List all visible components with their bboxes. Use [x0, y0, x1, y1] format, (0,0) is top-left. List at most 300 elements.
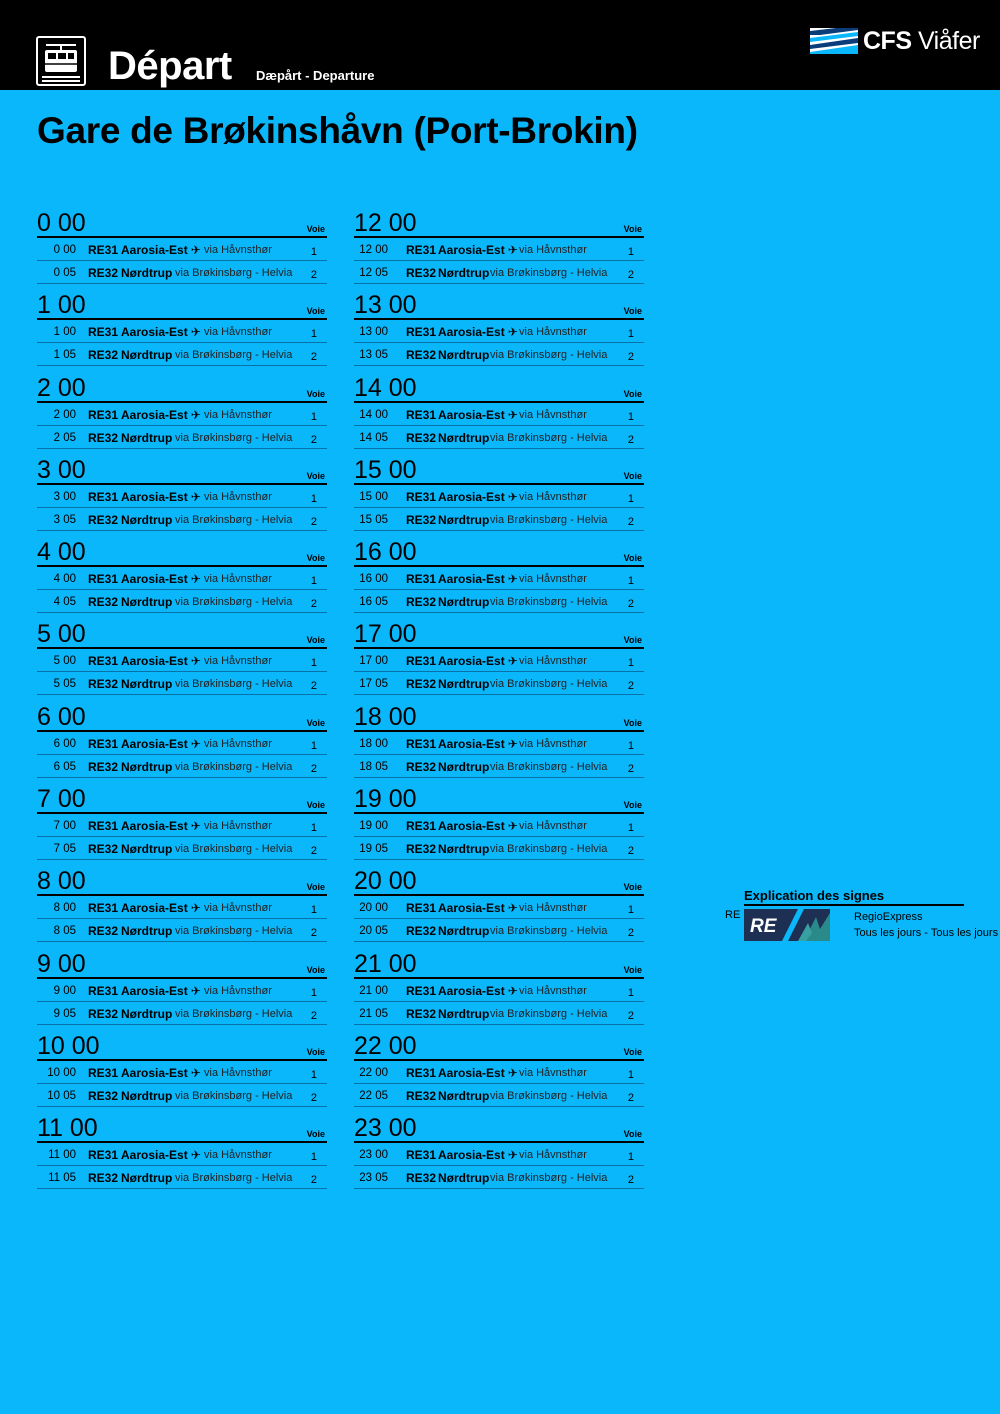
hour-block	[354, 862, 644, 944]
airplane-icon: ✈	[190, 819, 201, 834]
departure-time: 21 00	[359, 984, 388, 997]
destination-name: Aarosia-Est	[438, 572, 505, 587]
departure-time: 13 05	[359, 349, 388, 362]
track-number: 1	[310, 1068, 317, 1081]
hour-header	[354, 615, 644, 649]
hour-block	[37, 862, 327, 944]
destination	[121, 572, 201, 586]
via-stations: via Håvnsthør	[204, 737, 272, 750]
airplane-icon: ✈	[507, 407, 518, 422]
departure-time: 12 05	[359, 267, 388, 279]
destination-name: Aarosia-Est	[121, 983, 188, 998]
via-stations: via Håvnsthør	[519, 408, 587, 421]
hour-label: 12 00	[354, 209, 417, 237]
departure-row	[354, 919, 644, 942]
hour-header	[37, 369, 327, 403]
line-number: RE31	[406, 901, 437, 916]
departure-time: 15 05	[359, 513, 388, 526]
departure-row	[354, 1143, 644, 1166]
brand-name-bold: CFS	[863, 27, 912, 55]
hour-block	[37, 451, 327, 533]
legend-code: RE	[725, 909, 741, 921]
hour-header	[37, 1109, 327, 1143]
destination	[438, 1171, 489, 1185]
departure-row	[354, 1061, 644, 1084]
departure-row	[354, 261, 644, 284]
destination-name: Nørdtrup	[438, 430, 490, 445]
destination	[438, 431, 489, 445]
hour-block	[354, 1027, 644, 1109]
hour-label: 3 00	[37, 455, 86, 484]
line-number: RE31	[88, 243, 119, 257]
hour-header	[354, 1027, 644, 1061]
track-column-header: Voie	[306, 388, 325, 399]
airplane-icon: ✈	[190, 325, 201, 340]
destination	[121, 842, 172, 856]
destination-name: Nørdtrup	[121, 595, 173, 610]
line-number: RE32	[88, 1171, 119, 1186]
line-number: RE32	[406, 430, 437, 445]
line-number: RE31	[88, 1148, 119, 1163]
track-number: 1	[310, 410, 317, 423]
hour-block	[37, 698, 327, 780]
departure-time: 14 00	[359, 408, 388, 421]
via-stations: via Håvnsthør	[204, 902, 272, 915]
airplane-icon: ✈	[190, 407, 201, 422]
airplane-icon: ✈	[190, 736, 201, 751]
brand-name	[863, 27, 980, 55]
line-number: RE32	[406, 1171, 437, 1186]
departure-row	[37, 426, 327, 449]
airplane-icon: ✈	[507, 901, 518, 916]
destination-name: Aarosia-Est	[121, 819, 188, 834]
destination-name: Nørdtrup	[121, 348, 173, 363]
header-bar	[0, 0, 1000, 90]
track-column-header: Voie	[623, 1129, 642, 1140]
destination-name: Aarosia-Est	[121, 572, 188, 587]
destination-name: Nørdtrup	[121, 1171, 173, 1186]
line-number: RE32	[406, 1006, 437, 1021]
timetable-column-right	[354, 204, 644, 1192]
destination-name: Aarosia-Est	[438, 489, 505, 504]
airplane-icon: ✈	[507, 1148, 518, 1163]
destination-name: Aarosia-Est	[438, 736, 505, 751]
destination	[121, 1148, 201, 1162]
hour-block	[37, 533, 327, 615]
track-number: 2	[310, 845, 317, 858]
legend	[725, 885, 999, 955]
departure-time: 1 05	[53, 349, 76, 362]
track-number: 2	[310, 351, 317, 364]
via-stations: via Håvnsthør	[519, 1149, 587, 1162]
airplane-icon: ✈	[190, 572, 201, 587]
hour-header	[37, 1027, 327, 1061]
departure-row	[37, 979, 327, 1002]
destination	[438, 819, 518, 833]
track-column-header: Voie	[623, 470, 642, 481]
line-number: RE32	[88, 348, 119, 363]
hour-header	[354, 369, 644, 403]
destination	[121, 325, 201, 339]
track-column-header: Voie	[306, 800, 325, 811]
via-stations: via Håvnsthør	[204, 655, 272, 668]
departure-row	[354, 238, 644, 261]
via-stations: via Brøkinsbørg - Helvia	[490, 1007, 608, 1020]
destination-name: Nørdtrup	[121, 512, 173, 527]
destination	[438, 408, 518, 422]
track-number: 1	[310, 904, 317, 917]
page-subtitle: Dæpårt - Departure	[256, 68, 375, 83]
destination	[121, 760, 172, 774]
destination-name: Nørdtrup	[438, 759, 490, 774]
line-number: RE32	[88, 512, 119, 527]
track-number: 2	[310, 1009, 317, 1022]
hour-label: 4 00	[37, 538, 86, 567]
via-stations: via Brøkinsbørg - Helvia	[490, 596, 608, 609]
destination	[438, 572, 518, 586]
via-stations: via Brøkinsbørg - Helvia	[175, 760, 293, 773]
via-stations: via Brøkinsbørg - Helvia	[175, 1172, 293, 1185]
hour-block	[37, 945, 327, 1027]
departure-row	[354, 343, 644, 366]
via-stations: via Brøkinsbørg - Helvia	[490, 349, 608, 362]
destination	[121, 819, 201, 833]
line-number: RE32	[88, 759, 119, 774]
departure-row	[354, 485, 644, 508]
legend-days: Tous les jours - Tous les jours	[854, 927, 999, 939]
line-number: RE32	[406, 924, 437, 939]
destination-name: Nørdtrup	[438, 842, 490, 857]
destination	[121, 1066, 201, 1080]
line-number: RE32	[406, 348, 437, 363]
track-column-header: Voie	[306, 1046, 325, 1057]
destination-name: Nørdtrup	[438, 348, 490, 363]
destination	[438, 348, 489, 362]
hour-header	[37, 945, 327, 979]
destination	[121, 408, 201, 422]
airplane-icon: ✈	[507, 1065, 518, 1080]
destination	[121, 984, 201, 998]
hour-block	[37, 286, 327, 368]
via-stations: via Brøkinsbørg - Helvia	[175, 431, 293, 444]
track-number: 2	[310, 515, 317, 528]
destination-name: Nørdtrup	[438, 512, 490, 527]
hour-label: 8 00	[37, 867, 86, 896]
track-number: 2	[627, 351, 634, 364]
destination-name: Aarosia-Est	[121, 1148, 188, 1163]
track-number: 2	[627, 269, 634, 281]
departure-time: 14 05	[359, 431, 388, 444]
track-number: 2	[627, 1091, 634, 1104]
destination-name: Nørdtrup	[438, 266, 490, 280]
hour-header	[354, 286, 644, 320]
line-number: RE32	[88, 430, 119, 445]
track-column-header: Voie	[623, 635, 642, 646]
track-number: 1	[310, 822, 317, 835]
departure-row	[37, 238, 327, 261]
hour-label: 19 00	[354, 785, 417, 814]
departure-time: 23 05	[359, 1172, 388, 1185]
destination	[438, 1089, 489, 1103]
track-number: 2	[627, 762, 634, 775]
line-number: RE32	[88, 1088, 119, 1103]
hour-header	[354, 451, 644, 485]
track-column-header: Voie	[623, 224, 642, 234]
hour-header	[37, 698, 327, 732]
departure-time: 7 05	[53, 843, 76, 856]
via-stations: via Håvnsthør	[204, 1066, 272, 1079]
departure-time: 12 00	[359, 244, 388, 256]
destination-name: Nørdtrup	[121, 842, 173, 857]
departure-time: 6 00	[53, 737, 76, 750]
departure-time: 19 00	[359, 820, 388, 833]
re-badge-text: RE	[750, 916, 777, 937]
departure-row	[37, 919, 327, 942]
line-number: RE32	[406, 1088, 437, 1103]
hour-header	[354, 862, 644, 896]
destination	[438, 901, 518, 915]
departure-time: 10 00	[47, 1066, 76, 1079]
departure-time: 9 00	[53, 984, 76, 997]
destination-name: Aarosia-Est	[121, 654, 188, 669]
hour-block	[37, 1027, 327, 1109]
departure-row	[37, 403, 327, 426]
line-number: RE31	[406, 407, 437, 422]
departure-time: 18 00	[359, 737, 388, 750]
hour-block	[354, 945, 644, 1027]
departure-time: 0 00	[53, 244, 76, 256]
track-number: 2	[310, 1091, 317, 1104]
departure-time: 5 05	[53, 678, 76, 691]
destination	[121, 924, 172, 938]
departure-time: 10 05	[47, 1089, 76, 1102]
destination-name: Aarosia-Est	[438, 243, 505, 257]
departure-row	[354, 672, 644, 695]
hour-label: 0 00	[37, 209, 86, 237]
line-number: RE31	[406, 983, 437, 998]
departure-time: 8 05	[53, 925, 76, 938]
departure-time: 1 00	[53, 326, 76, 339]
departure-row	[354, 755, 644, 778]
destination	[438, 595, 489, 609]
track-column-header: Voie	[623, 553, 642, 564]
departure-time: 20 00	[359, 902, 388, 915]
departure-row	[37, 590, 327, 613]
line-number: RE32	[88, 595, 119, 610]
destination-name: Aarosia-Est	[438, 1065, 505, 1080]
hour-block	[354, 533, 644, 615]
line-number: RE32	[88, 677, 119, 692]
hour-header	[354, 533, 644, 567]
via-stations: via Håvnsthør	[204, 490, 272, 503]
departure-row	[37, 1143, 327, 1166]
departure-time: 17 05	[359, 678, 388, 691]
destination-name: Nørdtrup	[438, 924, 490, 939]
via-stations: via Håvnsthør	[204, 984, 272, 997]
destination-name: Aarosia-Est	[121, 407, 188, 422]
line-number: RE32	[88, 924, 119, 939]
destination-name: Aarosia-Est	[438, 901, 505, 916]
departure-row	[354, 508, 644, 531]
track-number: 1	[310, 1151, 317, 1164]
line-number: RE31	[88, 736, 119, 751]
airplane-icon: ✈	[190, 983, 201, 998]
hour-header	[37, 204, 327, 238]
brand-name-rest: Viåfer	[911, 27, 980, 55]
departure-row	[37, 755, 327, 778]
airplane-icon: ✈	[507, 819, 518, 834]
hour-label: 5 00	[37, 620, 86, 649]
via-stations: via Håvnsthør	[204, 408, 272, 421]
track-number: 2	[310, 680, 317, 693]
line-number: RE31	[88, 1065, 119, 1080]
airplane-icon: ✈	[190, 489, 201, 504]
departure-row	[354, 1084, 644, 1107]
hour-block	[354, 780, 644, 862]
line-number: RE31	[88, 325, 119, 340]
hour-label: 6 00	[37, 702, 86, 731]
airplane-icon: ✈	[507, 654, 518, 669]
via-stations: via Brøkinsbørg - Helvia	[490, 760, 608, 773]
via-stations: via Håvnsthør	[204, 573, 272, 586]
hour-label: 13 00	[354, 291, 417, 320]
hour-block	[354, 615, 644, 697]
via-stations: via Håvnsthør	[519, 820, 587, 833]
hour-header	[354, 204, 644, 238]
hour-label: 7 00	[37, 785, 86, 814]
track-number: 2	[627, 515, 634, 528]
departure-time: 11 00	[48, 1149, 76, 1162]
track-number: 2	[310, 269, 317, 281]
departure-time: 18 05	[359, 760, 388, 773]
hour-block	[37, 780, 327, 862]
via-stations: via Håvnsthør	[519, 1066, 587, 1079]
departure-row	[354, 896, 644, 919]
destination	[121, 595, 172, 609]
departure-time: 4 05	[53, 596, 76, 609]
departure-row	[354, 1166, 644, 1189]
departure-time: 22 05	[359, 1089, 388, 1102]
hour-label: 11 00	[37, 1114, 98, 1143]
track-number: 1	[310, 986, 317, 999]
airplane-icon: ✈	[507, 572, 518, 587]
via-stations: via Brøkinsbørg - Helvia	[490, 1089, 608, 1102]
line-number: RE32	[406, 842, 437, 857]
track-number: 2	[627, 845, 634, 858]
track-number: 1	[627, 246, 634, 258]
hour-header	[37, 451, 327, 485]
departure-time: 16 00	[359, 573, 388, 586]
via-stations: via Brøkinsbørg - Helvia	[175, 1089, 293, 1102]
line-number: RE31	[88, 489, 119, 504]
airplane-icon: ✈	[507, 983, 518, 998]
hour-block	[354, 1109, 644, 1191]
destination-name: Nørdtrup	[438, 1088, 490, 1103]
via-stations: via Brøkinsbørg - Helvia	[490, 925, 608, 938]
destination	[121, 348, 172, 362]
hour-header	[37, 533, 327, 567]
track-number: 2	[627, 598, 634, 611]
track-column-header: Voie	[306, 224, 325, 234]
hour-label: 1 00	[37, 291, 86, 320]
track-number: 1	[627, 822, 634, 835]
departure-row	[37, 567, 327, 590]
track-number: 1	[310, 328, 317, 341]
via-stations: via Håvnsthør	[519, 573, 587, 586]
destination	[121, 677, 172, 691]
hour-block	[37, 204, 327, 286]
departure-time: 6 05	[53, 760, 76, 773]
destination	[438, 842, 489, 856]
destination-name: Aarosia-Est	[121, 243, 188, 257]
departure-time: 20 05	[359, 925, 388, 938]
departure-time: 11 05	[48, 1172, 76, 1185]
via-stations: via Håvnsthør	[519, 737, 587, 750]
departure-row	[354, 814, 644, 837]
departure-row	[354, 732, 644, 755]
destination-name: Nørdtrup	[438, 1171, 490, 1186]
track-number: 1	[627, 904, 634, 917]
line-number: RE31	[406, 819, 437, 834]
line-number: RE32	[88, 266, 119, 280]
departure-row	[37, 814, 327, 837]
via-stations: via Brøkinsbørg - Helvia	[175, 349, 293, 362]
via-stations: via Brøkinsbørg - Helvia	[175, 925, 293, 938]
departure-time: 9 05	[53, 1007, 76, 1020]
departure-row	[354, 426, 644, 449]
airplane-icon: ✈	[190, 654, 201, 669]
line-number: RE32	[406, 677, 437, 692]
page-title: Départ	[108, 44, 232, 88]
destination	[438, 760, 489, 774]
via-stations: via Brøkinsbørg - Helvia	[175, 267, 293, 279]
destination-name: Aarosia-Est	[121, 736, 188, 751]
via-stations: via Håvnsthør	[204, 326, 272, 339]
hour-header	[37, 862, 327, 896]
destination-name: Nørdtrup	[121, 1006, 173, 1021]
hour-label: 9 00	[37, 949, 86, 978]
destination-name: Aarosia-Est	[438, 325, 505, 340]
station-name: Gare de Brøkinshåvn (Port-Brokin)	[37, 110, 638, 151]
line-number: RE31	[406, 489, 437, 504]
departure-row	[37, 1061, 327, 1084]
departure-time: 23 00	[359, 1149, 388, 1162]
track-number: 2	[310, 762, 317, 775]
destination-name: Nørdtrup	[438, 595, 490, 610]
hour-header	[354, 945, 644, 979]
departure-row	[37, 896, 327, 919]
hour-label: 18 00	[354, 702, 417, 731]
via-stations: via Håvnsthør	[204, 820, 272, 833]
line-number: RE32	[406, 266, 437, 280]
departure-time: 7 00	[53, 820, 76, 833]
destination	[438, 654, 518, 668]
departure-row	[37, 837, 327, 860]
departure-row	[354, 979, 644, 1002]
departure-time: 19 05	[359, 843, 388, 856]
hour-label: 17 00	[354, 620, 417, 649]
track-number: 2	[627, 680, 634, 693]
destination	[121, 1171, 172, 1185]
track-number: 1	[310, 575, 317, 588]
hour-block	[354, 451, 644, 533]
track-column-header: Voie	[306, 635, 325, 646]
departure-time: 15 00	[359, 490, 388, 503]
track-number: 2	[310, 598, 317, 611]
track-number: 2	[310, 433, 317, 446]
departure-time: 13 00	[359, 326, 388, 339]
track-number: 1	[310, 492, 317, 505]
